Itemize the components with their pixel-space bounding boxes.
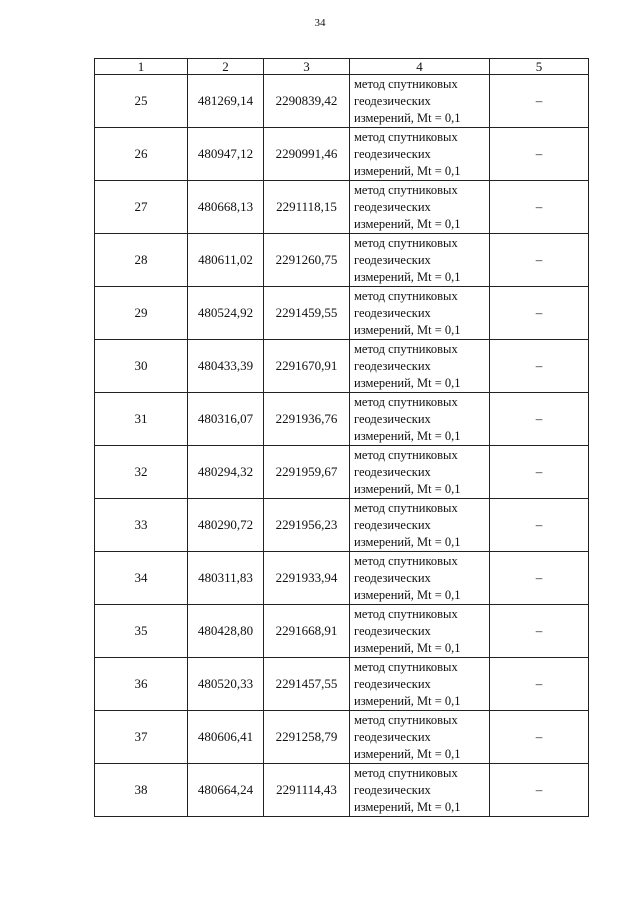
y-coordinate-cell: 2291114,43: [264, 764, 350, 817]
note-cell: –: [490, 393, 589, 446]
method-line-1: метод спутниковых: [354, 394, 458, 409]
point-number-cell: 35: [95, 605, 188, 658]
method-line-3: измерений, Mt = 0,1: [354, 640, 461, 655]
method-line-1: метод спутниковых: [354, 288, 458, 303]
table-row: [95, 287, 589, 340]
method-line-1: метод спутниковых: [354, 341, 458, 356]
note-cell: –: [490, 446, 589, 499]
method-line-2: геодезических: [354, 570, 431, 585]
x-coordinate-cell: 480947,12: [188, 128, 264, 181]
method-line-1: метод спутниковых: [354, 712, 458, 727]
method-cell: [350, 181, 490, 234]
method-cell: [350, 658, 490, 711]
column-header-2: 2: [188, 59, 264, 75]
note-cell: –: [490, 234, 589, 287]
point-number-cell: 25: [95, 75, 188, 128]
x-coordinate-cell: 481269,14: [188, 75, 264, 128]
point-number-cell: 30: [95, 340, 188, 393]
note-cell: –: [490, 128, 589, 181]
method-line-1: метод спутниковых: [354, 765, 458, 780]
note-cell: –: [490, 340, 589, 393]
method-line-3: измерений, Mt = 0,1: [354, 375, 461, 390]
method-line-3: измерений, Mt = 0,1: [354, 693, 461, 708]
note-cell: –: [490, 75, 589, 128]
method-line-3: измерений, Mt = 0,1: [354, 428, 461, 443]
x-coordinate-cell: 480290,72: [188, 499, 264, 552]
x-coordinate-cell: 480520,33: [188, 658, 264, 711]
point-number-cell: 31: [95, 393, 188, 446]
method-line-2: геодезических: [354, 93, 431, 108]
method-line-2: геодезических: [354, 729, 431, 744]
x-coordinate-cell: 480294,32: [188, 446, 264, 499]
method-cell: [350, 340, 490, 393]
method-line-3: измерений, Mt = 0,1: [354, 746, 461, 761]
method-line-1: метод спутниковых: [354, 500, 458, 515]
method-line-3: измерений, Mt = 0,1: [354, 799, 461, 814]
method-line-1: метод спутниковых: [354, 553, 458, 568]
method-cell: [350, 446, 490, 499]
y-coordinate-cell: 2291260,75: [264, 234, 350, 287]
page-number: 34: [314, 17, 326, 29]
method-line-1: метод спутниковых: [354, 447, 458, 462]
table-row: [95, 446, 589, 499]
method-line-1: метод спутниковых: [354, 76, 458, 91]
y-coordinate-cell: 2290839,42: [264, 75, 350, 128]
x-coordinate-cell: 480428,80: [188, 605, 264, 658]
method-line-3: измерений, Mt = 0,1: [354, 534, 461, 549]
point-number-cell: 38: [95, 764, 188, 817]
table-row: [95, 128, 589, 181]
method-line-3: измерений, Mt = 0,1: [354, 587, 461, 602]
x-coordinate-cell: 480668,13: [188, 181, 264, 234]
point-number-cell: 34: [95, 552, 188, 605]
y-coordinate-cell: 2290991,46: [264, 128, 350, 181]
y-coordinate-cell: 2291457,55: [264, 658, 350, 711]
table-row: [95, 711, 589, 764]
method-cell: [350, 287, 490, 340]
method-cell: [350, 75, 490, 128]
x-coordinate-cell: 480316,07: [188, 393, 264, 446]
method-line-3: измерений, Mt = 0,1: [354, 110, 461, 125]
coordinates-table: [94, 58, 589, 817]
table-row: [95, 234, 589, 287]
note-cell: –: [490, 181, 589, 234]
method-line-2: геодезических: [354, 782, 431, 797]
method-line-2: геодезических: [354, 464, 431, 479]
point-number-cell: 37: [95, 711, 188, 764]
method-cell: [350, 393, 490, 446]
point-number-cell: 29: [95, 287, 188, 340]
x-coordinate-cell: 480606,41: [188, 711, 264, 764]
x-coordinate-cell: 480311,83: [188, 552, 264, 605]
point-number-cell: 27: [95, 181, 188, 234]
method-line-3: измерений, Mt = 0,1: [354, 322, 461, 337]
y-coordinate-cell: 2291956,23: [264, 499, 350, 552]
table-row: [95, 393, 589, 446]
x-coordinate-cell: 480664,24: [188, 764, 264, 817]
method-cell: [350, 234, 490, 287]
method-line-2: геодезических: [354, 517, 431, 532]
method-line-1: метод спутниковых: [354, 606, 458, 621]
method-line-3: измерений, Mt = 0,1: [354, 163, 461, 178]
method-cell: [350, 711, 490, 764]
method-cell: [350, 128, 490, 181]
column-header-3: 3: [264, 59, 350, 75]
y-coordinate-cell: 2291459,55: [264, 287, 350, 340]
y-coordinate-cell: 2291258,79: [264, 711, 350, 764]
method-line-1: метод спутниковых: [354, 182, 458, 197]
y-coordinate-cell: 2291936,76: [264, 393, 350, 446]
table-row: [95, 181, 589, 234]
method-line-2: геодезических: [354, 411, 431, 426]
point-number-cell: 28: [95, 234, 188, 287]
table-row: [95, 605, 589, 658]
method-line-2: геодезических: [354, 199, 431, 214]
note-cell: –: [490, 499, 589, 552]
point-number-cell: 26: [95, 128, 188, 181]
method-line-1: метод спутниковых: [354, 129, 458, 144]
method-cell: [350, 605, 490, 658]
x-coordinate-cell: 480611,02: [188, 234, 264, 287]
table-row: [95, 75, 589, 128]
note-cell: –: [490, 287, 589, 340]
method-line-3: измерений, Mt = 0,1: [354, 269, 461, 284]
x-coordinate-cell: 480524,92: [188, 287, 264, 340]
method-line-1: метод спутниковых: [354, 235, 458, 250]
method-line-2: геодезических: [354, 676, 431, 691]
method-line-2: геодезических: [354, 358, 431, 373]
method-cell: [350, 552, 490, 605]
note-cell: –: [490, 764, 589, 817]
table-row: [95, 764, 589, 817]
method-line-3: измерений, Mt = 0,1: [354, 216, 461, 231]
column-header-4: 4: [350, 59, 490, 75]
y-coordinate-cell: 2291118,15: [264, 181, 350, 234]
point-number-cell: 32: [95, 446, 188, 499]
method-cell: [350, 764, 490, 817]
y-coordinate-cell: 2291959,67: [264, 446, 350, 499]
table-row: [95, 340, 589, 393]
method-line-2: геодезических: [354, 305, 431, 320]
note-cell: –: [490, 711, 589, 764]
table-row: [95, 552, 589, 605]
method-line-2: геодезических: [354, 252, 431, 267]
method-line-2: геодезических: [354, 146, 431, 161]
table-body: [95, 75, 589, 817]
point-number-cell: 33: [95, 499, 188, 552]
table-header-row: [95, 59, 589, 75]
point-number-cell: 36: [95, 658, 188, 711]
column-header-5: 5: [490, 59, 589, 75]
x-coordinate-cell: 480433,39: [188, 340, 264, 393]
table-row: [95, 499, 589, 552]
y-coordinate-cell: 2291668,91: [264, 605, 350, 658]
note-cell: –: [490, 658, 589, 711]
method-line-1: метод спутниковых: [354, 659, 458, 674]
y-coordinate-cell: 2291670,91: [264, 340, 350, 393]
method-line-2: геодезических: [354, 623, 431, 638]
note-cell: –: [490, 605, 589, 658]
table-row: [95, 658, 589, 711]
column-header-1: 1: [95, 59, 188, 75]
y-coordinate-cell: 2291933,94: [264, 552, 350, 605]
method-line-3: измерений, Mt = 0,1: [354, 481, 461, 496]
note-cell: –: [490, 552, 589, 605]
method-cell: [350, 499, 490, 552]
